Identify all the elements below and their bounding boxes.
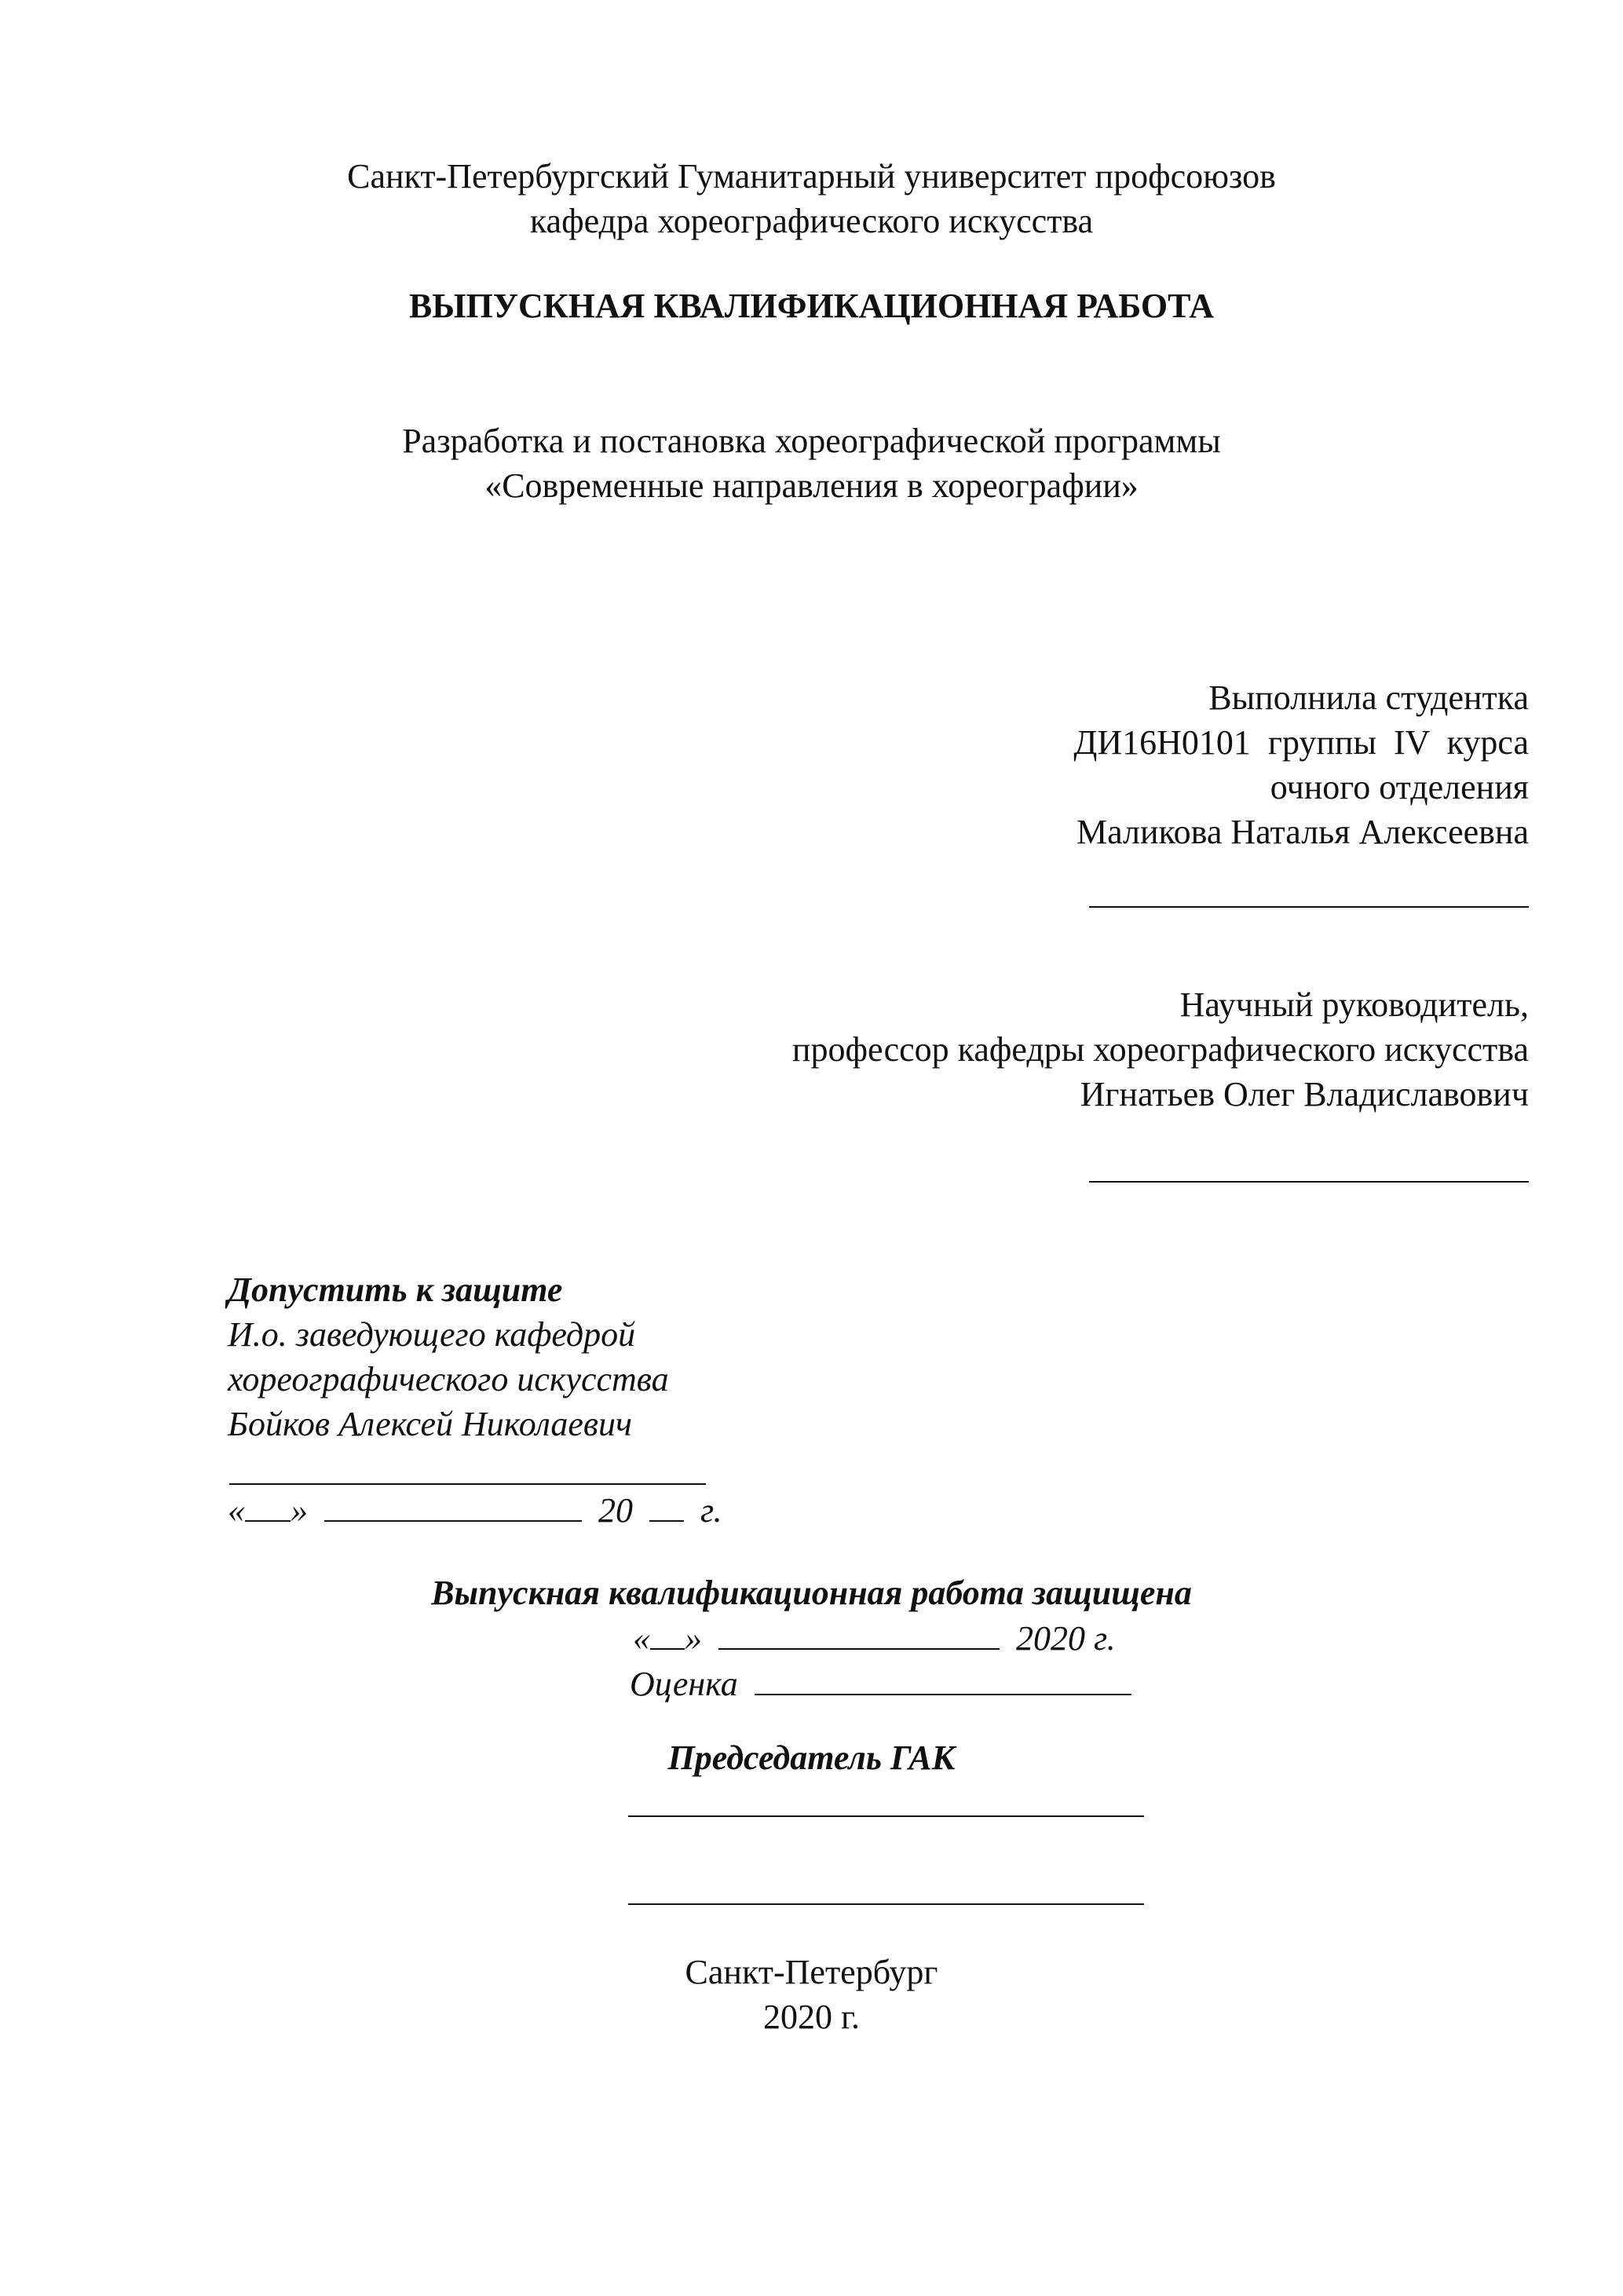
admit-date	[228, 1488, 934, 1533]
admit-date-open-quote: «	[228, 1491, 245, 1530]
topic-line-1: Разработка и постановка хореографической программы	[402, 422, 1221, 460]
supervisor-name: Игнатьев Олег Владиславович	[1080, 1075, 1529, 1113]
student-line-3: очного отделения	[1270, 768, 1529, 806]
defended-date-line	[633, 1616, 1340, 1661]
footer	[0, 1950, 1623, 2039]
university-name: Санкт-Петербургский Гуманитарный университет профсоюзов	[347, 157, 1276, 196]
admit-line-2: хореографического искусства	[228, 1360, 669, 1398]
student-block	[744, 675, 1529, 854]
grade-label: Оценка	[630, 1665, 738, 1703]
grade-blank[interactable]	[755, 1662, 1131, 1695]
defended-year: 2020 г.	[1016, 1619, 1116, 1658]
defended-date	[633, 1616, 1340, 1661]
supervisor-position: профессор кафедры хореографического искусства	[791, 1030, 1529, 1069]
defended-title	[0, 1570, 1623, 1615]
chairman-signature-line-1[interactable]	[628, 1812, 1144, 1817]
footer-city: Санкт-Петербург	[685, 1953, 938, 1991]
admit-line-1: И.о. заведующего кафедрой	[228, 1315, 636, 1354]
department-name: кафедра хореографического искусства	[529, 202, 1094, 240]
student-group: ДИ16Н0101 группы IV курса	[1073, 723, 1529, 762]
chairman-title: Председатель ГАК	[667, 1738, 956, 1777]
student-line-1: Выполнила студентка	[1208, 678, 1529, 717]
defended-month-blank[interactable]	[718, 1617, 1000, 1650]
admit-month-blank[interactable]	[324, 1489, 582, 1522]
work-type-title	[0, 283, 1623, 328]
admit-year-suffix: г.	[700, 1491, 722, 1530]
topic-line-2: «Современные направления в хореографии»	[484, 466, 1139, 505]
student-signature-line[interactable]	[1089, 903, 1529, 908]
header	[0, 154, 1623, 243]
admit-date-line	[228, 1488, 934, 1533]
defended-grade-line	[630, 1662, 1336, 1706]
chairman-block	[0, 1735, 1623, 1780]
topic	[0, 419, 1623, 508]
admit-signature-line[interactable]	[229, 1480, 706, 1485]
admit-day-blank[interactable]	[245, 1489, 291, 1522]
admit-heading: Допустить к защите	[228, 1270, 563, 1309]
defended-date-close-quote: »	[685, 1619, 702, 1658]
defended-title-text: Выпускная квалификационная работа защищена	[431, 1574, 1192, 1612]
defended-grade	[630, 1662, 1336, 1706]
supervisor-signature-line[interactable]	[1089, 1178, 1529, 1183]
admit-year-blank[interactable]	[649, 1489, 684, 1522]
admit-block	[228, 1267, 934, 1446]
admit-name: Бойков Алексей Николаевич	[228, 1405, 632, 1443]
admit-year-prefix: 20	[598, 1491, 633, 1530]
defended-day-blank[interactable]	[650, 1617, 685, 1650]
supervisor-block	[587, 982, 1529, 1117]
work-type-label: ВЫПУСКНАЯ КВАЛИФИКАЦИОННАЯ РАБОТА	[408, 287, 1215, 325]
supervisor-title: Научный руководитель,	[1179, 985, 1529, 1024]
admit-date-close-quote: »	[291, 1491, 308, 1530]
chairman-signature-line-2[interactable]	[628, 1900, 1144, 1905]
footer-year: 2020 г.	[762, 1998, 861, 2036]
defended-date-open-quote: «	[633, 1619, 650, 1658]
student-name: Маликова Наталья Алексеевна	[1076, 813, 1529, 851]
